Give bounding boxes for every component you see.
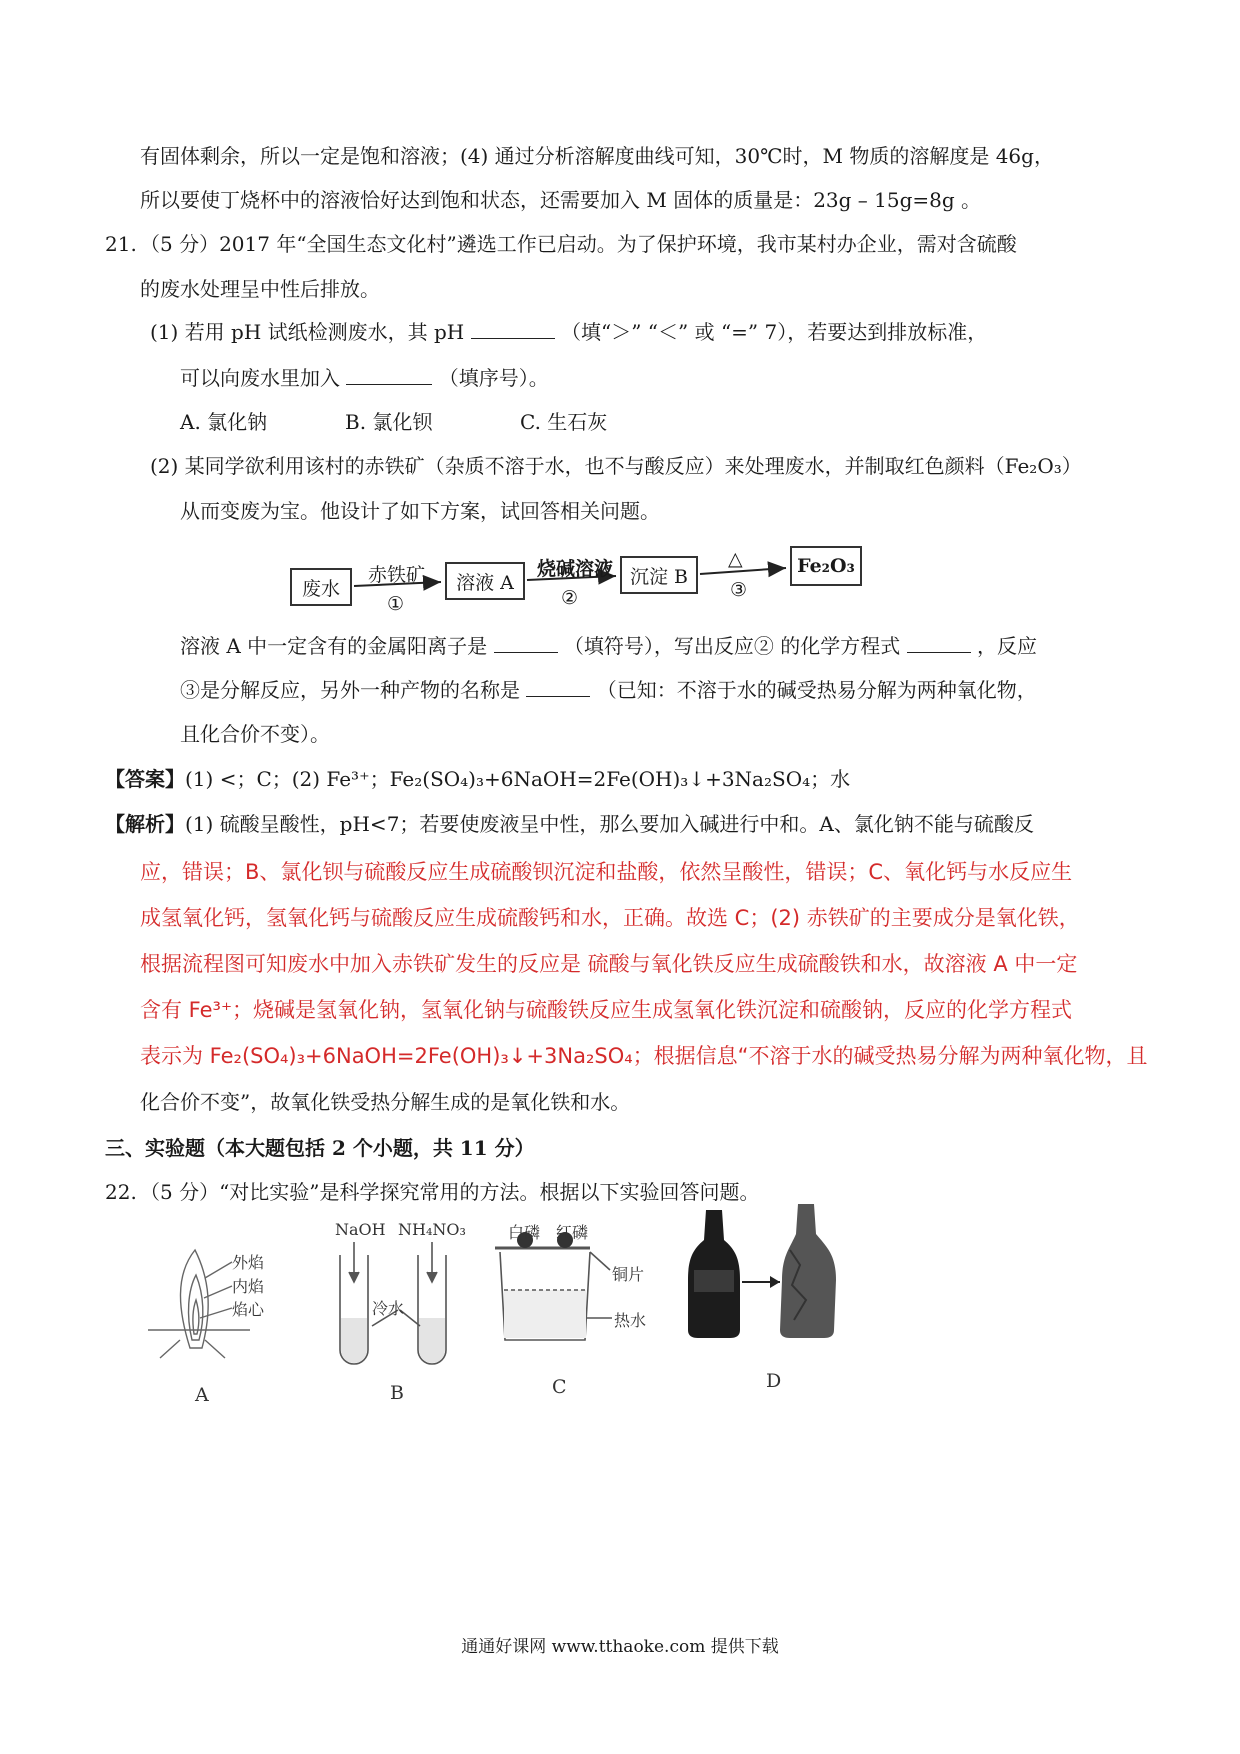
option-c: C. 生石灰 [520,410,608,434]
flow-box-fe2o3: Fe₂O₃ [790,546,862,586]
flow-label-hematite: 赤铁矿 [368,564,426,586]
q21-q-text-e: （已知：不溶于水的碱受热易分解为两种氧化物， [596,678,1037,702]
page-footer: 通通好课网 www.tthaoke.com 提供下载 [461,1637,779,1657]
q21-stem-1: （5 分）2017 年“全国生态文化村”遴选工作已启动。为了保护环境，我市某村办企业，需对含硫酸 [140,232,1017,256]
q21-part2-line1: (2) 某同学欲利用该村的赤铁矿（杂质不溶于水，也不与酸反应）来处理废水，并制取红色颜料（Fe₂O₃） [150,454,1082,478]
flow-box-wastewater: 废水 [290,568,352,606]
label-outer-flame: 外焰 [232,1253,265,1272]
flow-step-1: ① [387,593,405,615]
analysis-text-1: (1) 硫酸呈酸性，pH<7；若要使废液呈中性，那么要加入碱进行中和。A、氯化钠不能与硫酸反 [185,812,1034,836]
label-red-phosphorus: 红磷 [556,1223,589,1242]
q21-p1-text-a: (1) 若用 pH 试纸检测废水，其 pH [150,320,465,344]
figure-d-caption: D [766,1370,782,1392]
figure-c-beaker [495,1232,612,1340]
q21-p1-text-c: 可以向废水里加入 [180,366,340,390]
q21-p1-text-b: （填“＞” “＜” 或 “=” 7），若要达到排放标准， [560,320,988,344]
flow-arrows [0,0,1240,700]
label-copper-plate: 铜片 [612,1265,645,1284]
analysis-line-7: 化合价不变”，故氧化铁受热分解生成的是氧化铁和水。 [140,1090,631,1114]
analysis-line-5: 含有 Fe³⁺；烧碱是氢氧化钠，氢氧化钠与硫酸铁反应生成氢氧化铁沉淀和硫酸钠，反应的化学方程式 [140,998,1073,1022]
flow-box-precipitate-b: 沉淀 B [620,556,698,594]
answer-text: (1) <；C；(2) Fe³⁺；Fe₂(SO₄)₃+6NaOH=2Fe(OH)₃↓+3Na₂SO₄；水 [185,767,851,791]
question-number-22: 22. [105,1180,137,1204]
prev-line-1: 有固体剩余，所以一定是饱和溶液；(4) 通过分析溶解度曲线可知，30℃时，M 物质的溶解度是 46g， [140,144,1054,168]
q21-question-line1 [180,632,1037,660]
answer-blank-equation[interactable] [907,634,971,653]
figure-c-caption: C [552,1376,567,1398]
q21-q-text-c: ，反应 [976,634,1037,658]
flow-label-caustic-soda: 烧碱溶液 [537,558,614,580]
q21-question-line3: 且化合价不变）。 [180,722,330,746]
label-naoh: NaOH [335,1220,386,1239]
answer-blank-product[interactable] [526,678,590,697]
label-inner-flame: 内焰 [232,1277,265,1296]
analysis-line-4: 根据流程图可知废水中加入赤铁矿发生的反应是 硫酸与氧化铁反应生成硫酸铁和水，故溶液 A 中一定 [140,952,1078,976]
answer-line [105,765,850,793]
label-flame-core: 焰心 [232,1300,265,1319]
label-cold-water: 冷水 [372,1299,405,1318]
analysis-line-2: 应，错误；B、氯化钡与硫酸反应生成硫酸钡沉淀和盐酸，依然呈酸性，错误；C、氧化钙与水反应生 [140,860,1073,884]
q21-stem-2: 的废水处理呈中性后排放。 [140,277,380,301]
label-hot-water: 热水 [614,1311,647,1330]
figure-d-bottles [688,1204,836,1338]
analysis-label: 【解析】 [105,812,185,836]
label-nh4no3: NH₄NO₃ [398,1220,466,1239]
label-white-phosphorus: 白磷 [508,1223,541,1242]
flow-box-solution-a: 溶液 A [445,562,525,600]
q21-q-text-d: ③是分解反应，另外一种产物的名称是 [180,678,520,702]
question-number-21: 21. [105,232,137,256]
flow-arrow-3 [700,568,786,574]
q22-stem: （5 分）“对比实验”是科学探究常用的方法。根据以下实验回答问题。 [140,1180,760,1204]
figure-a-caption: A [195,1384,209,1406]
q21-q-text-b: （填符号），写出反应② 的化学方程式 [563,634,901,658]
q21-part2-line2: 从而变废为宝。他设计了如下方案，试回答相关问题。 [180,499,660,523]
analysis-line-1 [105,810,1034,838]
q21-question-line2 [180,676,1037,704]
answer-label: 【答案】 [105,767,185,791]
q21-q-text-a: 溶液 A 中一定含有的金属阳离子是 [180,634,488,658]
analysis-line-3: 成氢氧化钙，氢氧化钙与硫酸反应生成硫酸钙和水，正确。故选 C；(2) 赤铁矿的主要成分是氧化铁， [140,906,1080,930]
flow-step-3: ③ [730,579,748,601]
option-b: B. 氯化钡 [345,410,433,434]
prev-line-2: 所以要使丁烧杯中的溶液恰好达到饱和状态，还需要加入 M 固体的质量是：23g – 15g=8g 。 [140,188,982,212]
option-a: A. 氯化钠 [180,410,268,434]
flow-step-2: ② [561,587,579,609]
section-title-experiments: 三、实验题（本大题包括 2 个小题，共 11 分） [105,1136,535,1160]
figure-b-caption: B [390,1382,404,1404]
analysis-line-6: 表示为 Fe₂(SO₄)₃+6NaOH=2Fe(OH)₃↓+3Na₂SO₄；根据信息“不溶于水的碱受热易分解为两种氧化物，且 [140,1044,1148,1068]
q21-p1-text-d: （填序号）。 [438,366,549,390]
flow-label-heat: △ [728,548,743,570]
answer-blank-cation[interactable] [494,634,558,653]
